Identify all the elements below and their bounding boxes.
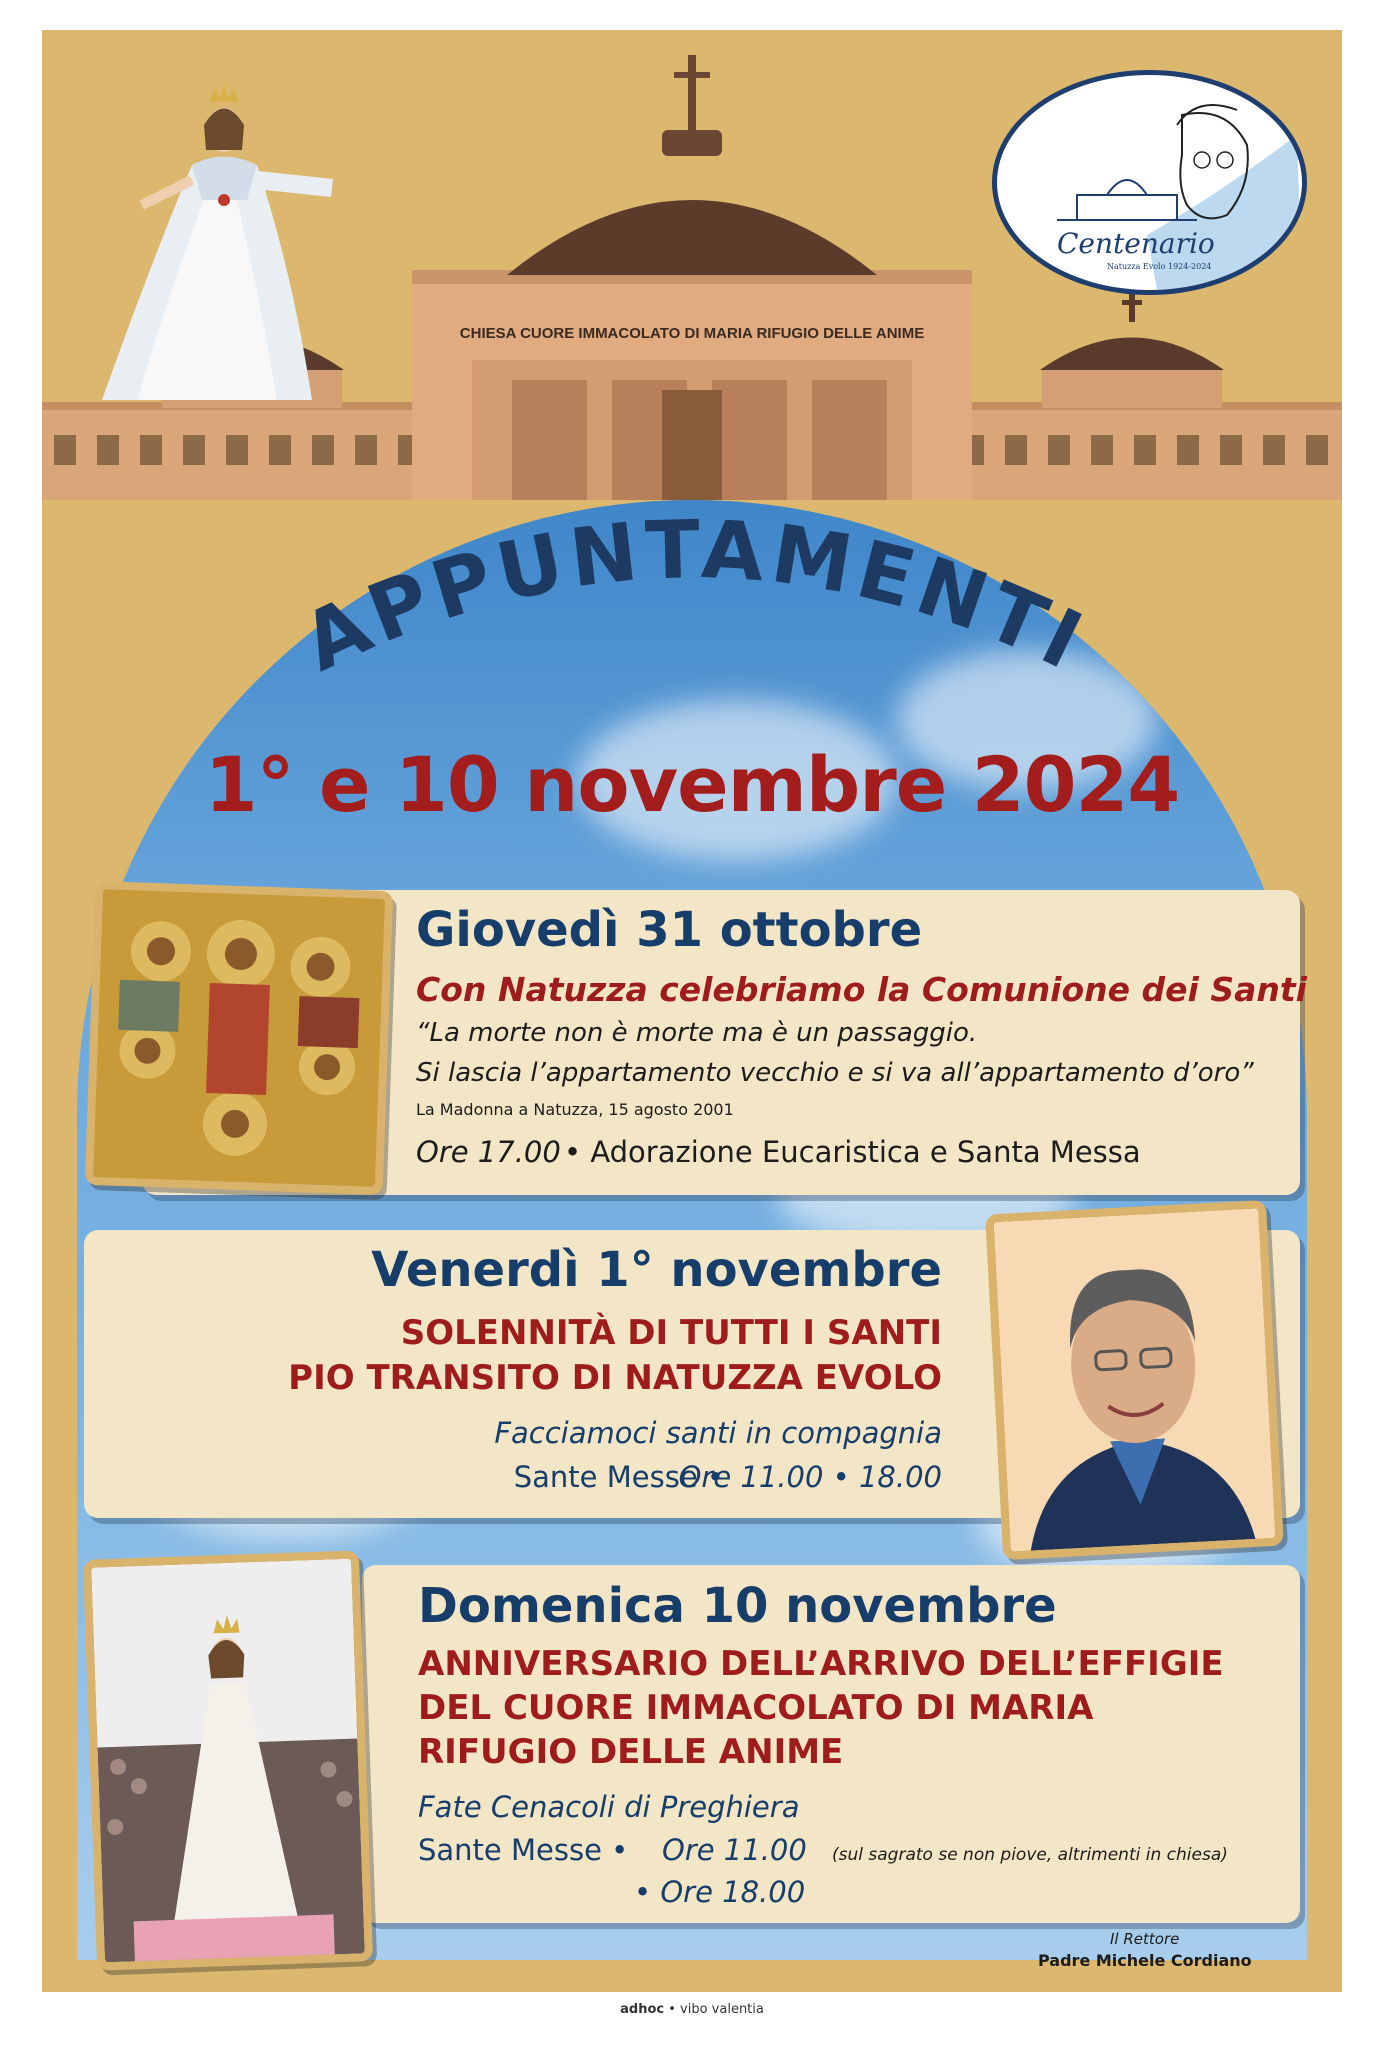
signature-role: Il Rettore bbox=[1110, 1930, 1180, 1948]
masses-nov10: Sante Messe • bbox=[418, 1833, 629, 1867]
signature-name: Padre Michele Cordiano bbox=[1038, 1951, 1252, 1970]
subtitle-oct31: Con Natuzza celebriamo la Comunione dei Santi bbox=[416, 970, 1307, 1009]
times-nov1: Ore 11.00 • 18.00 bbox=[678, 1460, 942, 1494]
logo-title: Centenario bbox=[1057, 227, 1215, 260]
logo-subtitle: Natuzza Evolo 1924-2024 bbox=[1107, 262, 1212, 271]
footer-place: • vibo valentia bbox=[668, 2002, 764, 2017]
quote-line2: Si lascia l’appartamento vecchio e si va all’appartamento d’oro” bbox=[416, 1058, 1254, 1088]
activity-oct31: • Adorazione Eucaristica e Santa Messa bbox=[564, 1135, 1141, 1169]
title-arc bbox=[42, 30, 1342, 750]
heading1-nov10: ANNIVERSARIO DELL’ARRIVO DELL’EFFIGIE bbox=[418, 1644, 1224, 1684]
motto-nov1: Facciamoci santi in compagnia bbox=[494, 1416, 942, 1450]
time1-nov10: Ore 11.00 bbox=[662, 1833, 807, 1867]
quote-line1: “La morte non è morte ma è un passaggio. bbox=[416, 1018, 978, 1048]
event-dates: 1° e 10 novembre 2024 bbox=[204, 740, 1180, 829]
heading2-nov10: DEL CUORE IMMACOLATO DI MARIA bbox=[418, 1688, 1094, 1728]
main-title: APPUNTAMENTI bbox=[288, 502, 1101, 690]
note-nov10: (sul sagrato se non piove, altrimenti in chiesa) bbox=[832, 1845, 1228, 1865]
heading1-nov1: SOLENNITÀ DI TUTTI I SANTI bbox=[400, 1313, 942, 1353]
svg-text:APPUNTAMENTI bbox=[289, 503, 1101, 690]
day-oct31: Giovedì 31 ottobre bbox=[416, 902, 923, 958]
day-nov1: Venerdì 1° novembre bbox=[371, 1242, 942, 1298]
time-oct31: Ore 17.00 bbox=[416, 1135, 561, 1169]
footer-credit bbox=[0, 2002, 1384, 2017]
quote-source: La Madonna a Natuzza, 15 agosto 2001 bbox=[416, 1100, 734, 1119]
heading3-nov10: RIFUGIO DELLE ANIME bbox=[418, 1732, 844, 1772]
motto-nov10: Fate Cenacoli di Preghiera bbox=[418, 1790, 800, 1824]
madonna-procession-image bbox=[83, 1550, 373, 1970]
natuzza-portrait-image bbox=[985, 1200, 1284, 1560]
saints-mosaic-image bbox=[85, 881, 393, 1195]
day-nov10: Domenica 10 novembre bbox=[418, 1578, 1057, 1634]
church-name: CHIESA CUORE IMMACOLATO DI MARIA RIFUGIO DELLE ANIME bbox=[459, 325, 925, 342]
time2-nov10: • Ore 18.00 bbox=[634, 1875, 806, 1909]
masses-nov1: Sante Messe • bbox=[513, 1460, 724, 1494]
poster bbox=[42, 30, 1342, 1992]
footer-brand: adhoc bbox=[620, 2002, 665, 2017]
heading2-nov1: PIO TRANSITO DI NATUZZA EVOLO bbox=[288, 1358, 942, 1398]
